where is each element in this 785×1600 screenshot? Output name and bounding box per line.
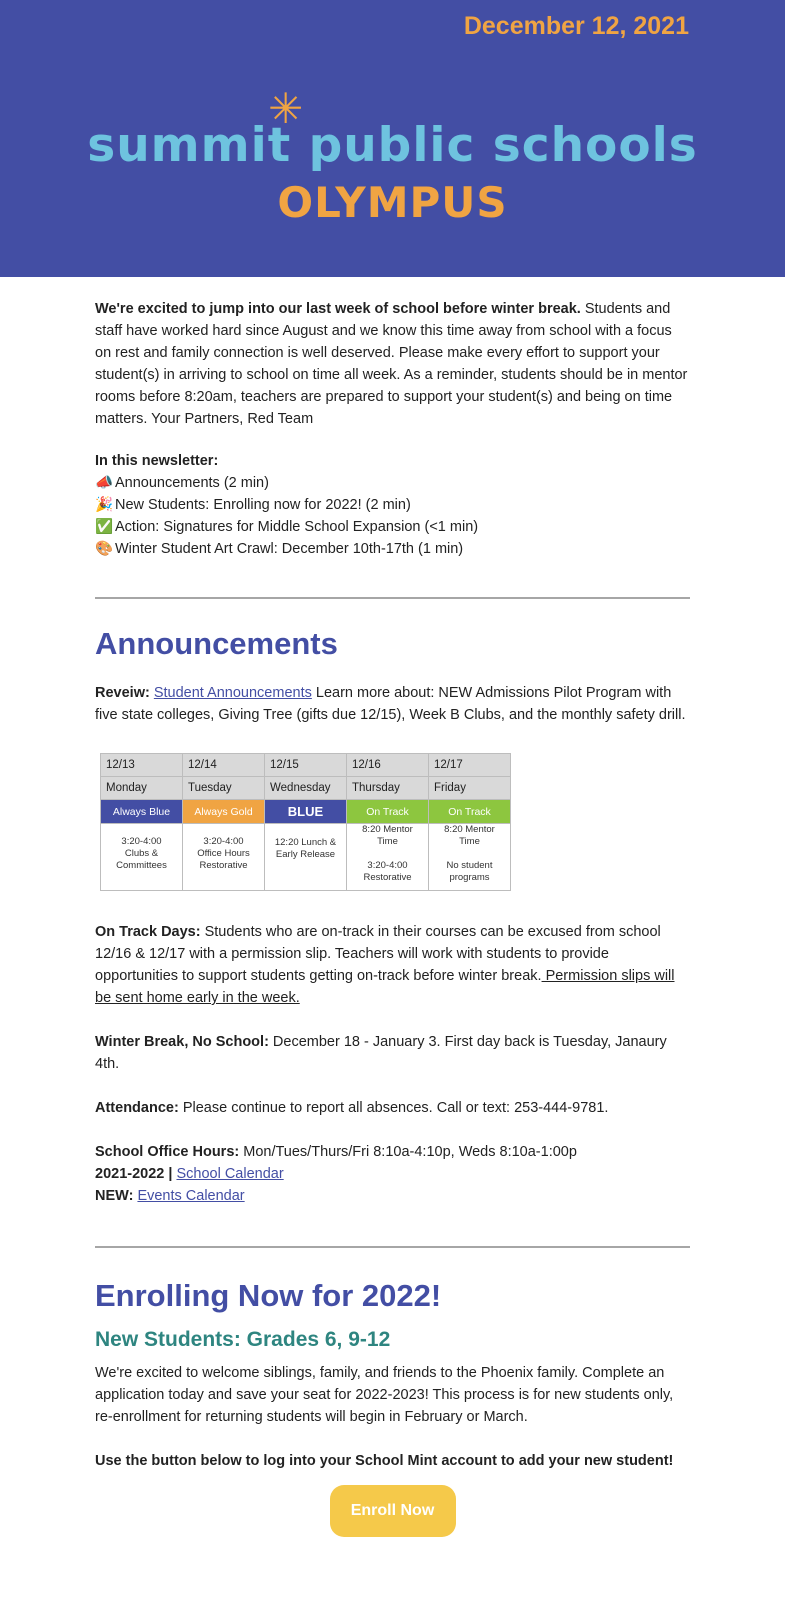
schedule-tag: On Track [429, 800, 511, 824]
detail-line: Committees [116, 860, 167, 871]
on-track-body: Students who are on-track in their courses can be excused from school 12/16 & 12/17 with a permission slip. Teachers will work with students to provide opportunities to support students getting on-track before winter break. [95, 924, 661, 984]
schedule-tag-row [101, 800, 511, 824]
schedule-detail [429, 824, 511, 891]
events-line [95, 1185, 690, 1207]
schedule-date: 12/17 [429, 754, 511, 777]
schedule-date: 12/16 [347, 754, 429, 777]
logo-school-name: summit public schools [87, 118, 698, 173]
schedule-date-row [101, 754, 511, 777]
schedule-detail [101, 824, 183, 891]
attendance-label: Attendance: [95, 1100, 179, 1116]
announcements-heading: Announcements [95, 626, 338, 661]
detail-line: 3:20-4:00 [121, 836, 162, 847]
newsletter-body [0, 277, 785, 1537]
schedule-day: Tuesday [183, 777, 265, 800]
section-divider [95, 597, 690, 599]
winter-break-label: Winter Break, No School: [95, 1034, 269, 1050]
check-mark-icon: ✅ [95, 519, 114, 535]
contents-item-label: New Students: Enrolling now for 2022! (2 min) [115, 497, 411, 513]
schedule-day: Thursday [347, 777, 429, 800]
office-hours-block [95, 1141, 690, 1207]
enroll-heading: Enrolling Now for 2022! [95, 1278, 442, 1313]
detail-line: programs [449, 872, 490, 883]
enroll-now-button[interactable]: Enroll Now [330, 1485, 456, 1537]
schedule-detail [183, 824, 265, 891]
detail-line: Office Hours [197, 848, 250, 859]
detail-line [352, 848, 423, 860]
schedule-date: 12/13 [101, 754, 183, 777]
detail-line: 8:20 Mentor [444, 824, 495, 835]
detail-line: Time [377, 836, 398, 847]
schedule-detail [347, 824, 429, 891]
schedule-tag: Always Gold [183, 800, 265, 824]
office-hours-label: School Office Hours: [95, 1144, 240, 1160]
detail-line: No student [446, 860, 493, 871]
detail-line: Restorative [199, 860, 248, 871]
detail-line [434, 848, 505, 860]
contents-heading: In this newsletter: [95, 453, 219, 469]
events-label: NEW: [95, 1188, 134, 1204]
schedule-tag: On Track [347, 800, 429, 824]
calendar-label: 2021-2022 | [95, 1166, 173, 1182]
winter-break-paragraph [95, 1031, 690, 1075]
contents-item [95, 494, 690, 516]
schedule-tag: BLUE [265, 800, 347, 824]
detail-line: 3:20-4:00 [367, 860, 408, 871]
palette-icon: 🎨 [95, 541, 114, 557]
party-popper-icon: 🎉 [95, 497, 114, 513]
schedule-day: Friday [429, 777, 511, 800]
on-track-paragraph [95, 921, 690, 1009]
detail-line: Clubs & [124, 848, 159, 859]
schedule-day-row [101, 777, 511, 800]
attendance-body: Please continue to report all absences. Call or text: 253-444-9781. [178, 1100, 609, 1116]
detail-line: Early Release [275, 849, 336, 860]
intro-paragraph [95, 277, 690, 430]
enroll-instruction: Use the button below to log into your School Mint account to add your new student! [95, 1453, 674, 1469]
schedule-tag: Always Blue [101, 800, 183, 824]
detail-line: Restorative [363, 872, 412, 883]
enroll-paragraph: We're excited to welcome siblings, family, and friends to the Phoenix family. Complete an application today and save your seat for 2022-2023! This process is for new students only, re-enrollment for returning students will begin in February or March. [95, 1365, 674, 1425]
review-label: Reveiw: [95, 685, 150, 701]
schedule-detail [265, 824, 347, 891]
enroll-subheading: New Students: Grades 6, 9-12 [95, 1328, 391, 1351]
schedule-day: Wednesday [265, 777, 347, 800]
office-hours-body: Mon/Tues/Thurs/Fri 8:10a-4:10p, Weds 8:10a-1:00p [239, 1144, 577, 1160]
intro-lead: We're excited to jump into our last week of school before winter break. [95, 301, 581, 317]
contents-item [95, 516, 690, 538]
review-body: Learn more about: NEW Admissions Pilot Program with five state colleges, Giving Tree (gifts due 12/15), Week B Clubs, and the monthly safety drill. [95, 685, 686, 723]
review-paragraph [95, 682, 690, 726]
schedule-detail-row [101, 824, 511, 891]
detail-line [106, 824, 177, 836]
on-track-label: On Track Days: [95, 924, 201, 940]
newsletter-contents [95, 450, 690, 560]
office-hours-line [95, 1141, 690, 1163]
schedule-date: 12/15 [265, 754, 347, 777]
contents-item-label: Winter Student Art Crawl: December 10th-17th (1 min) [115, 541, 464, 557]
contents-item-label: Action: Signatures for Middle School Expansion (<1 min) [115, 519, 479, 535]
student-announcements-link[interactable]: Student Announcements [153, 685, 312, 701]
contents-item-label: Announcements (2 min) [115, 475, 269, 491]
logo-campus-name: OLYMPUS [277, 178, 508, 227]
detail-line: 8:20 Mentor [362, 824, 413, 835]
weekly-schedule-table [100, 753, 511, 891]
detail-line: 3:20-4:00 [203, 836, 244, 847]
events-calendar-link[interactable]: Events Calendar [137, 1188, 245, 1204]
winter-break-body: December 18 - January 3. First day back is Tuesday, Janaury 4th. [95, 1034, 667, 1072]
section-divider [95, 1246, 690, 1248]
detail-line: 12:20 Lunch & [274, 837, 337, 848]
intro-body: Students and staff have worked hard since August and we know this time away from school with a focus on rest and family connection is well deserved. Please make every effort to support your student(s) in arriving to school on time all week. As a reminder, students should be in mentor rooms before 8:20am, teachers are prepared to support your student(s) and being on time matters. Your Partners, Red Team [95, 301, 688, 427]
megaphone-icon: 📣 [95, 475, 114, 491]
newsletter-header [0, 0, 785, 277]
contents-item [95, 472, 690, 494]
newsletter-date: December 12, 2021 [463, 12, 689, 40]
detail-line: Time [459, 836, 480, 847]
contents-item [95, 538, 690, 560]
school-calendar-link[interactable]: School Calendar [176, 1166, 284, 1182]
permission-slips-link[interactable]: Permission slips will be sent home early in the week. [95, 968, 675, 1006]
calendar-line [95, 1163, 690, 1185]
schedule-date: 12/14 [183, 754, 265, 777]
attendance-paragraph [95, 1097, 690, 1119]
sun-star-icon: ✳ [268, 85, 304, 132]
schedule-day: Monday [101, 777, 183, 800]
detail-line [188, 824, 259, 836]
